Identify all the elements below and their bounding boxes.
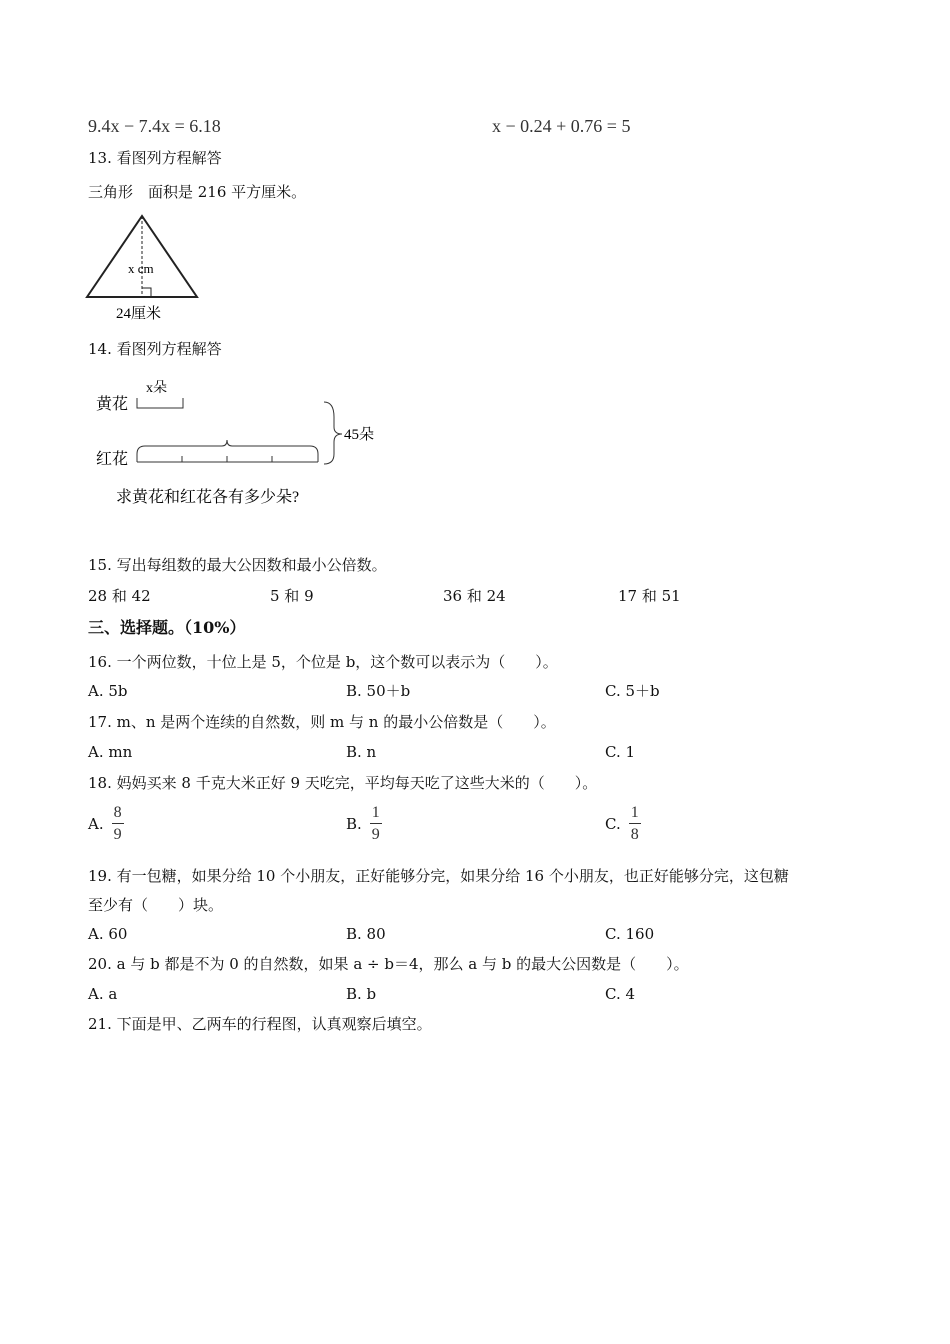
height-label: x cm [128,261,154,276]
option-b: B. 1 9 [346,804,380,843]
pair: 5 和 9 [270,587,314,605]
q13-text: 三角形 面积是 216 平方厘米。 [88,183,307,201]
pair: 28 和 42 [88,587,151,605]
red-label: 红花 [96,451,129,468]
option-a: A. 8 9 [88,804,122,843]
q19-text: 19. 有一包糖，如果分给 10 个小朋友，正好能够分完，如果分给 16 个小朋友，也正好能够分完，这包糖 [88,867,789,885]
q14-title: 14. 看图列方程解答 [88,340,222,358]
q21-text: 21. 下面是甲、乙两车的行程图，认真观察后填空。 [88,1015,432,1033]
q15-title: 15. 写出每组数的最大公因数和最小公倍数。 [88,556,387,574]
q19-text-cont: 至少有（ ）块。 [88,896,224,914]
pair: 17 和 51 [618,587,681,605]
q13-title: 13. 看图列方程解答 [88,149,222,167]
section-heading: 三、选择题。（10%） [88,618,246,637]
option: B. n [346,743,377,761]
option: B. 80 [346,925,386,943]
option: A. 60 [88,925,128,943]
triangle-figure [80,210,210,330]
q16-text: 16. 一个两位数，十位上是 5，个位是 b，这个数可以表示为（ ）。 [88,653,558,671]
equation-2: x − 0.24 + 0.76 = 5 [492,116,631,136]
option: B. 50＋b [346,682,411,700]
flower-diagram [90,372,390,512]
base-label: 24厘米 [116,306,162,322]
option: C. 5＋b [605,682,660,700]
q18-text: 18. 妈妈买来 8 千克大米正好 9 天吃完，平均每天吃了这些大米的（ ）。 [88,774,598,792]
pair: 36 和 24 [443,587,506,605]
equation-1: 9.4x − 7.4x = 6.18 [88,116,221,136]
q14-question: 求黄花和红花各有多少朵? [116,489,300,506]
yellow-label: 黄花 [96,396,129,413]
option: A. mn [88,743,133,761]
option-c: C. 1 8 [605,804,639,843]
option: B. b [346,985,377,1003]
option: C. 1 [605,743,636,761]
q17-text: 17. m、n 是两个连续的自然数，则 m 与 n 的最小公倍数是（ ）。 [88,713,556,731]
total-label: 45朵 [344,427,375,443]
option: C. 160 [605,925,655,943]
option: A. 5b [88,682,128,700]
x-label: x朵 [146,381,167,396]
option: C. 4 [605,985,636,1003]
q20-text: 20. a 与 b 都是不为 0 的自然数，如果 a ÷ b＝4，那么 a 与 b 的最大公因数是（ ）。 [88,955,689,973]
option: A. a [88,985,118,1003]
